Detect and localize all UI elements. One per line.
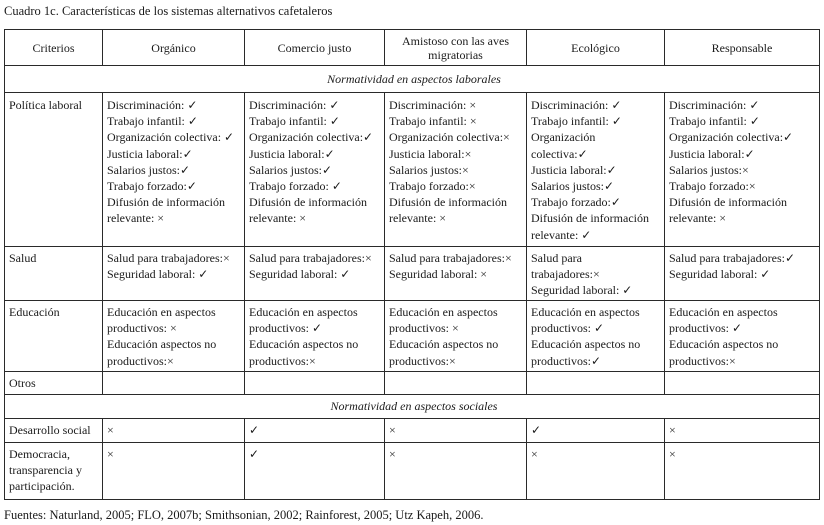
- cell-line: productivos:×: [107, 353, 174, 368]
- header-amistoso-aves: [385, 30, 527, 66]
- cell-educacion-organico: [103, 301, 245, 372]
- cell-line: transparencia y: [9, 463, 82, 478]
- section-laboral: Normatividad en aspectos laborales: [5, 66, 820, 93]
- cell-line: productivos: ✓: [669, 321, 743, 336]
- cell-salud-comercio-justo: [245, 247, 385, 301]
- cell-line: Justicia laboral:✓: [249, 146, 335, 161]
- cell-line: Seguridad laboral: ✓: [531, 283, 633, 298]
- cell-line: relevante: ✓: [531, 227, 592, 242]
- cell-line: relevante: ×: [389, 211, 447, 226]
- cell-line: Seguridad laboral: ✓: [249, 267, 351, 282]
- cell-educacion-responsable: [665, 301, 820, 372]
- cell-line: Educación en aspectos: [107, 305, 216, 319]
- cell-line: Discriminación: ×: [389, 98, 477, 112]
- cell-line: relevante: ×: [669, 211, 727, 226]
- cell-line: productivos: ✓: [531, 321, 605, 336]
- cell-line: Difusión de información: [249, 195, 367, 210]
- cell-politica-responsable: [665, 93, 820, 247]
- section-social: Normatividad en aspectos sociales: [5, 395, 820, 419]
- cell-line: Discriminación: ✓: [669, 98, 760, 112]
- cell-line: Trabajo forzado:✓: [531, 195, 621, 210]
- cell-line: Difusión de información: [531, 211, 649, 226]
- cell-otros-empty: [103, 372, 245, 395]
- cell-line: Trabajo infantil: ✓: [531, 114, 622, 129]
- cell-line: productivos:×: [389, 353, 456, 368]
- cell-desarrollo-amistoso-aves: ×: [385, 419, 527, 443]
- cell-line: productivos: ×: [389, 321, 459, 336]
- cell-line: Trabajo forzado:×: [389, 179, 476, 194]
- header-line: migratorias: [428, 47, 483, 62]
- cell-line: Educación en aspectos: [249, 305, 358, 319]
- cell-line: Organización colectiva:×: [389, 130, 510, 145]
- cell-line: Seguridad laboral: ✓: [107, 267, 209, 282]
- cell-salud-organico: [103, 247, 245, 301]
- cell-politica-ecologico: [527, 93, 665, 247]
- cell-otros-empty: [665, 372, 820, 395]
- cell-otros-empty: [527, 372, 665, 395]
- cell-line: Salud para: [531, 251, 582, 265]
- cell-desarrollo-ecologico: ✓: [527, 419, 665, 443]
- cell-educacion-amistoso-aves: [385, 301, 527, 372]
- cell-line: Educación aspectos no: [669, 337, 779, 352]
- cell-line: Justicia laboral:✓: [531, 162, 617, 177]
- cell-salud-amistoso-aves: [385, 247, 527, 301]
- cell-democracia-comercio-justo: ✓: [245, 443, 385, 500]
- cell-line: relevante: ×: [249, 211, 307, 226]
- cell-educacion-ecologico: [527, 301, 665, 372]
- row-democracia: [5, 443, 820, 500]
- cell-line: Salarios justos:✓: [249, 162, 333, 177]
- cell-line: Educación en aspectos: [531, 305, 640, 319]
- cell-line: Seguridad laboral: ✓: [669, 267, 771, 282]
- cell-line: productivos:✓: [531, 353, 602, 368]
- cell-line: Justicia laboral:✓: [669, 146, 755, 161]
- cell-desarrollo-responsable: ×: [665, 419, 820, 443]
- cell-democracia-organico: ×: [103, 443, 245, 500]
- cell-line: Organización colectiva:✓: [669, 130, 794, 145]
- cell-line: productivos: ✓: [249, 321, 323, 336]
- cell-line: Trabajo forzado:✓: [107, 179, 197, 194]
- table-sources: Fuentes: Naturland, 2005; FLO, 2007b; Smithsonian, 2002; Rainforest, 2005; Utz Kapeh, 2006.: [4, 508, 484, 522]
- cell-line: colectiva:✓: [531, 146, 588, 161]
- cell-line: Trabajo infantil: ×: [389, 114, 477, 129]
- cell-line: Discriminación: ✓: [107, 98, 198, 112]
- cell-line: productivos:×: [249, 353, 316, 368]
- cell-line: Educación aspectos no: [107, 337, 217, 352]
- cell-democracia-ecologico: ×: [527, 443, 665, 500]
- header-row: [5, 30, 820, 66]
- cell-line: trabajadores:×: [531, 267, 600, 282]
- cell-line: Justicia laboral:✓: [107, 146, 193, 161]
- row-desarrollo-social: [5, 419, 820, 443]
- cell-line: Trabajo infantil: ✓: [669, 114, 760, 129]
- cell-line: Difusión de información: [107, 195, 225, 210]
- cell-line: Salud para trabajadores:×: [249, 251, 372, 265]
- cell-politica-amistoso-aves: [385, 93, 527, 247]
- criterion-label: Educación: [5, 301, 103, 372]
- cell-line: Difusión de información: [389, 195, 507, 210]
- cell-line: Educación en aspectos: [389, 305, 498, 319]
- cell-line: Difusión de información: [669, 195, 787, 210]
- cell-line: Salud para trabajadores:×: [107, 251, 230, 265]
- table-caption: Cuadro 1c. Características de los sistemas alternativos cafetaleros: [4, 4, 333, 18]
- cell-line: Discriminación: ✓: [531, 98, 622, 112]
- row-otros: [5, 372, 820, 395]
- cell-line: Salud para trabajadores:✓: [669, 251, 796, 265]
- criterion-label: Salud: [5, 247, 103, 301]
- cell-line: participación.: [9, 479, 75, 494]
- cell-line: Salarios justos:✓: [107, 162, 191, 177]
- cell-democracia-amistoso-aves: ×: [385, 443, 527, 500]
- cell-line: productivos:×: [669, 353, 736, 368]
- cell-line: Trabajo infantil: ✓: [249, 114, 340, 129]
- criterion-label: Desarrollo social: [5, 419, 103, 443]
- header-ecologico: Ecológico: [527, 30, 665, 66]
- cell-line: Trabajo forzado:×: [669, 179, 756, 194]
- cell-line: Justicia laboral:×: [389, 146, 472, 161]
- cell-politica-organico: [103, 93, 245, 247]
- cell-line: Seguridad laboral: ×: [389, 267, 488, 282]
- coffee-systems-table: [4, 29, 820, 500]
- row-politica-laboral: [5, 93, 820, 247]
- cell-salud-responsable: [665, 247, 820, 301]
- cell-desarrollo-organico: ×: [103, 419, 245, 443]
- header-responsable: Responsable: [665, 30, 820, 66]
- header-organico: Orgánico: [103, 30, 245, 66]
- section-row: [5, 395, 820, 419]
- cell-democracia-responsable: ×: [665, 443, 820, 500]
- cell-line: Educación en aspectos: [669, 305, 778, 319]
- cell-line: Educación aspectos no: [249, 337, 359, 352]
- cell-line: productivos: ×: [107, 321, 177, 336]
- header-line: Amistoso con las aves: [402, 33, 509, 48]
- cell-educacion-comercio-justo: [245, 301, 385, 372]
- criterion-label: [5, 443, 103, 500]
- cell-line: Salarios justos:✓: [531, 179, 615, 194]
- cell-politica-comercio-justo: [245, 93, 385, 247]
- cell-line: Discriminación: ✓: [249, 98, 340, 112]
- cell-otros-empty: [385, 372, 527, 395]
- row-salud: [5, 247, 820, 301]
- cell-line: Organización: [531, 130, 596, 145]
- row-educacion: [5, 301, 820, 372]
- cell-line: Democracia,: [9, 447, 70, 461]
- cell-salud-ecologico: [527, 247, 665, 301]
- header-criterios: Criterios: [5, 30, 103, 66]
- cell-otros-empty: [245, 372, 385, 395]
- section-row: [5, 66, 820, 93]
- criterion-label: Política laboral: [5, 93, 103, 247]
- cell-line: Educación aspectos no: [389, 337, 499, 352]
- criterion-label: Otros: [5, 372, 103, 395]
- cell-desarrollo-comercio-justo: ✓: [245, 419, 385, 443]
- cell-line: Educación aspectos no: [531, 337, 641, 352]
- header-comercio-justo: Comercio justo: [245, 30, 385, 66]
- cell-line: Organización colectiva: ✓: [107, 130, 235, 145]
- cell-line: Trabajo forzado: ✓: [249, 179, 342, 194]
- cell-line: Organización colectiva:✓: [249, 130, 374, 145]
- cell-line: Salarios justos:×: [669, 162, 749, 177]
- cell-line: Salud para trabajadores:×: [389, 251, 512, 265]
- cell-line: relevante: ×: [107, 211, 165, 226]
- cell-line: Salarios justos:×: [389, 162, 469, 177]
- cell-line: Trabajo infantil: ✓: [107, 114, 198, 129]
